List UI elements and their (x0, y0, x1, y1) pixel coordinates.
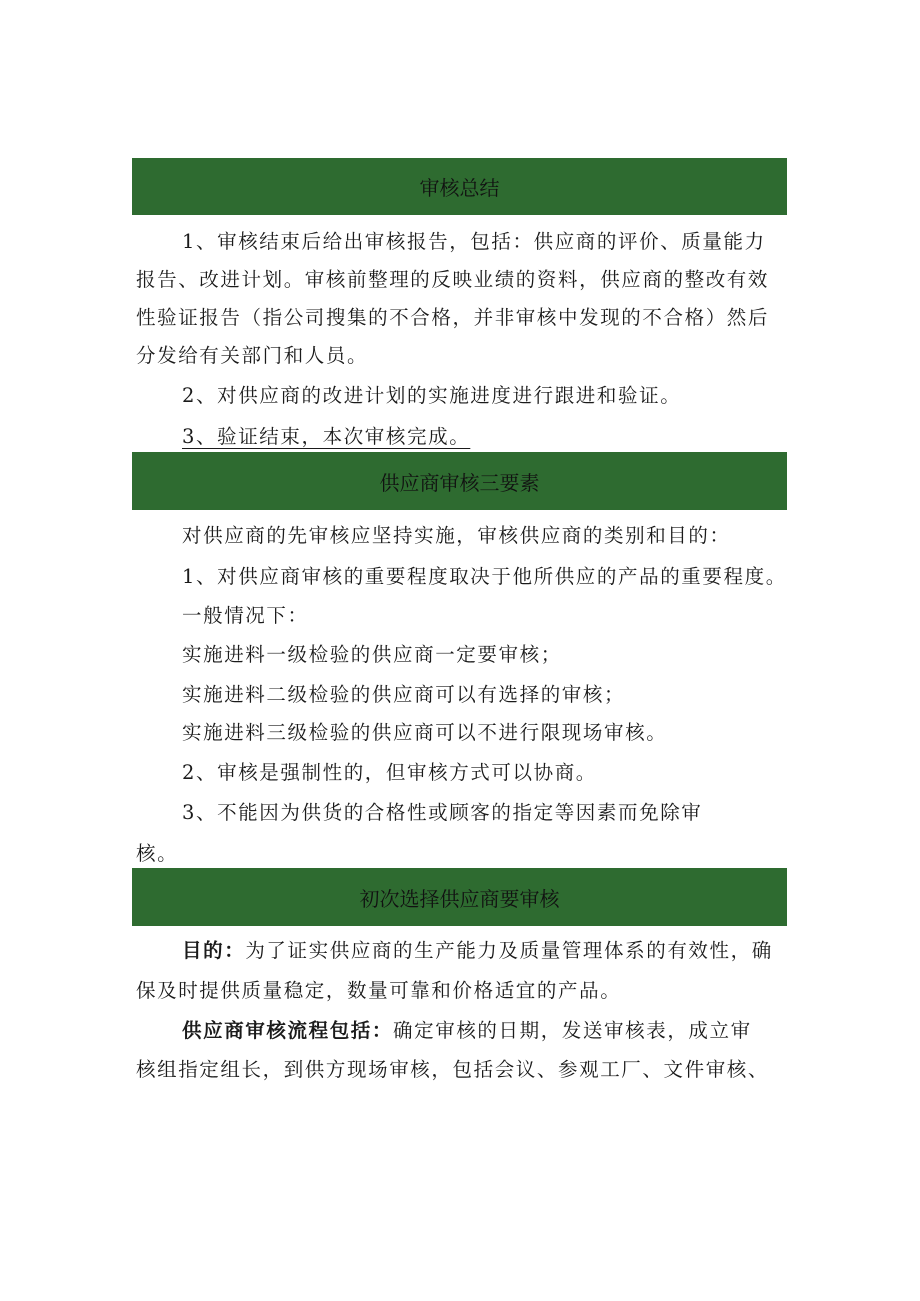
purpose-line-1 (182, 938, 773, 964)
paragraph-line: 3、不能因为供货的合格性或顾客的指定等因素而免除审 (182, 801, 703, 824)
purpose-text: 为了证实供应商的生产能力及质量管理体系的有效性，确 (245, 939, 773, 962)
paragraph-line: 保及时提供质量稳定，数量可靠和价格适宜的产品。 (136, 979, 622, 1002)
paragraph-line: 分发给有关部门和人员。 (136, 344, 369, 367)
paragraph-line: 核。 (136, 842, 179, 865)
paragraph-line: 性验证报告（指公司搜集的不合格，并非审核中发现的不合格）然后 (136, 306, 770, 329)
section-header-three-elements (132, 452, 787, 510)
process-line-1 (182, 1018, 752, 1044)
purpose-label: 目的： (182, 939, 246, 962)
paragraph-line: 2、审核是强制性的，但审核方式可以协商。 (182, 761, 597, 784)
section-header-initial-selection (132, 868, 787, 926)
paragraph-line: 1、审核结束后给出审核报告，包括：供应商的评价、质量能力 (182, 230, 766, 253)
paragraph-line: 一般情况下： (182, 604, 309, 627)
paragraph-line: 实施进料三级检验的供应商可以不进行限现场审核。 (182, 721, 668, 744)
paragraph-line: 报告、改进计划。审核前整理的反映业绩的资料，供应商的整改有效 (136, 268, 770, 291)
paragraph-line: 对供应商的先审核应坚持实施，审核供应商的类别和目的： (182, 524, 731, 547)
paragraph-line: 实施进料二级检验的供应商可以有选择的审核； (182, 683, 626, 706)
process-text: 确定审核的日期，发送审核表，成立审 (393, 1019, 752, 1042)
process-label: 供应商审核流程包括： (182, 1019, 394, 1042)
paragraph-line-underlined: 3、验证结束，本次审核完成。 (182, 425, 471, 448)
section-header-audit-summary (132, 158, 787, 215)
paragraph-line: 实施进料一级检验的供应商一定要审核； (182, 643, 562, 666)
paragraph-line: 核组指定组长，到供方现场审核，包括会议、参观工厂、文件审核、 (136, 1058, 770, 1081)
section-title: 审核总结 (419, 176, 500, 200)
paragraph-line: 2、对供应商的改进计划的实施进度进行跟进和验证。 (182, 384, 682, 407)
section-title: 初次选择供应商要审核 (359, 886, 560, 911)
paragraph-line: 1、对供应商审核的重要程度取决于他所供应的产品的重要程度。 (182, 565, 787, 588)
section-title: 供应商审核三要素 (379, 470, 540, 495)
